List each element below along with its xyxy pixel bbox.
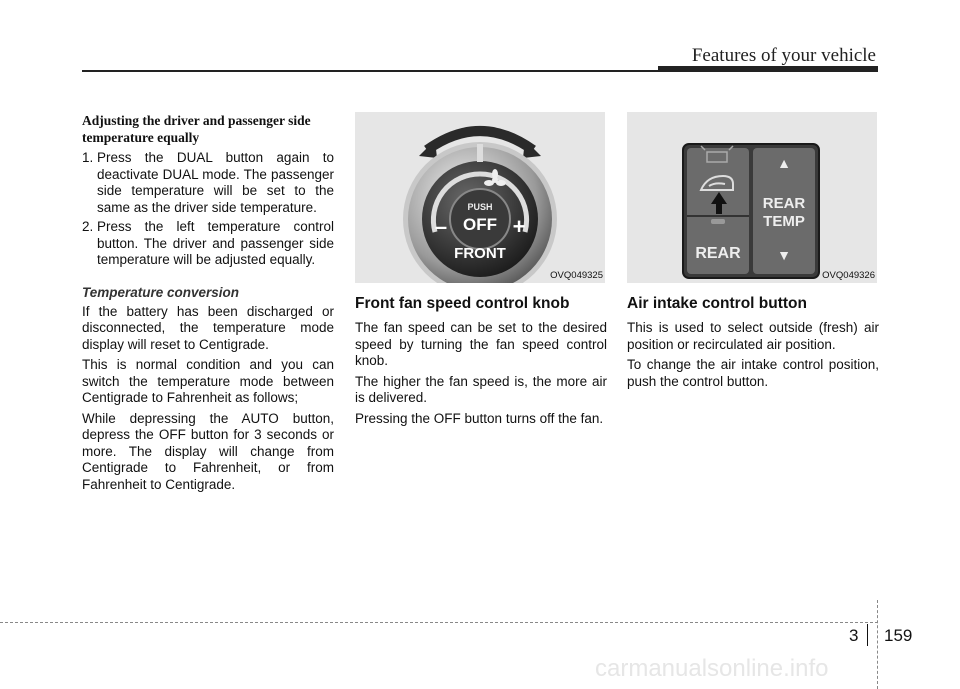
page-number: 159 xyxy=(884,626,913,645)
plus-icon: + xyxy=(512,214,526,239)
minus-icon: – xyxy=(434,214,448,239)
down-icon: ▼ xyxy=(777,247,791,263)
page-separator xyxy=(867,624,868,646)
fan-knob-illustration xyxy=(355,112,605,283)
paragraph: The fan speed can be set to the desired speed by turning the fan speed control knob. xyxy=(355,320,607,368)
list-item-text: Press the DUAL button again to deactivate DUAL mode. The passenger side temperature will be set to the same as the driver side temperature. xyxy=(97,150,334,215)
paragraph: To change the air intake control position, push the control button. xyxy=(627,357,879,389)
list-item xyxy=(82,150,334,216)
front-label: FRONT xyxy=(454,245,506,262)
section-heading-air-intake: Air intake control button xyxy=(627,295,807,312)
figure-fan-knob xyxy=(355,112,605,283)
section-heading-fan-speed: Front fan speed control knob xyxy=(355,295,570,312)
list-item xyxy=(82,219,334,269)
column-air-intake xyxy=(627,112,879,394)
watermark: carmanualsonline.info xyxy=(595,655,829,682)
paragraph: The higher the fan speed is, the more air is delivered. xyxy=(355,373,607,405)
header-rule-accent xyxy=(658,66,878,72)
figure-code: OVQ049326 xyxy=(822,270,875,281)
push-label: PUSH xyxy=(467,202,493,212)
footer-rule xyxy=(0,622,878,623)
list-item-number: 2. xyxy=(82,219,94,234)
figure-code: OVQ049325 xyxy=(550,270,603,281)
air-intake-panel-illustration xyxy=(627,112,877,283)
off-label: OFF xyxy=(463,215,497,234)
rear-label: REAR xyxy=(695,245,741,262)
up-icon: ▲ xyxy=(777,155,791,171)
footer-vertical-rule xyxy=(877,600,878,689)
paragraph: Pressing the OFF button turns off the fan. xyxy=(355,410,604,426)
column-temperature xyxy=(82,112,334,497)
chapter-number: 3 xyxy=(849,626,859,645)
paragraph: This is used to select outside (fresh) air position or recirculated air position. xyxy=(627,320,879,352)
subheading-temperature-conversion: Temperature conversion xyxy=(82,284,240,300)
rear-temp-label-2: TEMP xyxy=(763,213,805,230)
list-item-number: 1. xyxy=(82,150,94,165)
section-heading-adjust-temp: Adjusting the driver and passenger side temperature equally xyxy=(82,113,311,145)
list-item-text: Press the left temperature control button. The driver and passenger side temperature will be adjusted equally. xyxy=(97,219,334,267)
rear-temp-label-1: REAR xyxy=(762,195,806,212)
column-fan-speed xyxy=(355,112,607,431)
paragraph: This is normal condition and you can switch the temperature mode between Centigrade to Fahrenheit as follows; xyxy=(82,357,334,405)
header-title: Features of your vehicle xyxy=(691,45,876,66)
paragraph: If the battery has been discharged or disconnected, the temperature mode display will reset to Centigrade. xyxy=(82,303,334,352)
paragraph: While depressing the AUTO button, depress the OFF button for 3 seconds or more. The display will change from Centigrade to Fahrenheit, or from Fahrenheit to Centigrade. xyxy=(82,410,334,492)
figure-air-intake-panel xyxy=(627,112,877,283)
